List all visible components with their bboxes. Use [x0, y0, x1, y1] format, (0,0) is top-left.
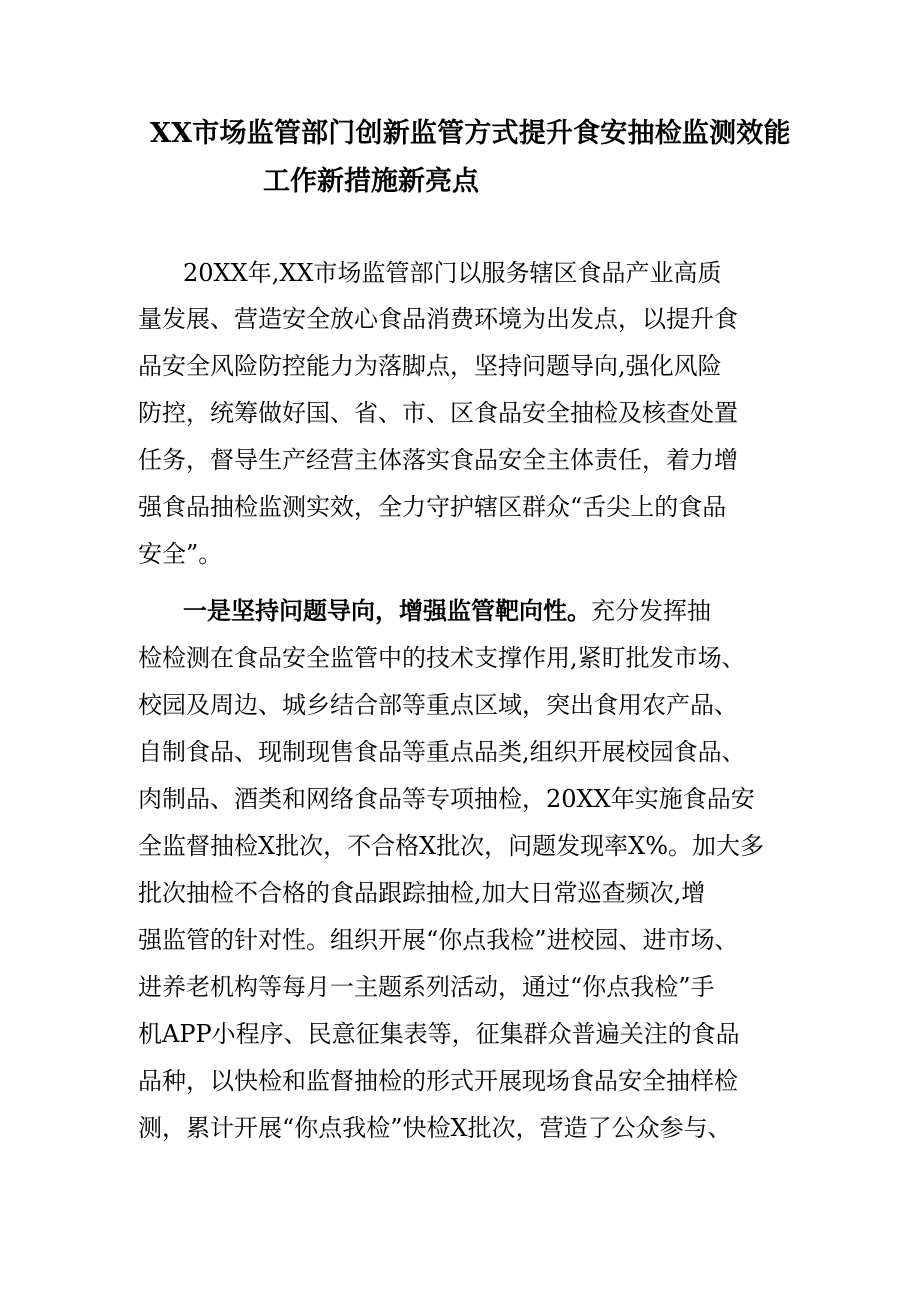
paragraph-2-line-5: 肉制品、酒类和网络食品等专项抽检，20XX年实施食品安	[138, 785, 755, 813]
paragraph-2-line-12: 测，累计开展“你点我检”快检X批次，营造了公众参与、	[138, 1114, 732, 1142]
paragraph-2-line-9: 进养老机构等每月一主题系列活动，通过“你点我检”手	[138, 973, 715, 1001]
document-title-line-2: 工作新措施新亮点	[263, 166, 479, 197]
paragraph-1-line-1: 20XX年,XX市场监管部门以服务辖区食品产业高质	[183, 259, 722, 287]
paragraph-1-line-5: 任务，督导生产经营主体落实食品安全主体责任，着力增	[138, 446, 738, 474]
paragraph-1-line-2: 量发展、营造安全放心食品消费环境为出发点，以提升食	[138, 305, 738, 333]
paragraph-2-line-1	[183, 591, 711, 631]
paragraph-1-line-4: 防控，统筹做好国、省、市、区食品安全抽检及核查处置	[138, 399, 738, 427]
paragraph-2-line-6: 全监督抽检X批次，不合格X批次，问题发现率X%。加大多	[138, 832, 765, 860]
paragraph-1-line-6: 强食品抽检监测实效，全力守护辖区群众“舌尖上的食品	[138, 493, 727, 521]
paragraph-2-first-line-rest: 充分发挥抽	[591, 597, 711, 625]
paragraph-2-line-2: 检检测在食品安全监管中的技术支撑作用,紧盯批发市场、	[138, 644, 746, 672]
paragraph-2-line-7: 批次抽检不合格的食品跟踪抽检,加大日常巡查频次,增	[138, 879, 706, 907]
document-title-line-1: XX市场监管部门创新监管方式提升食安抽检监测效能	[150, 118, 791, 149]
paragraph-1-line-7: 安全”。	[138, 540, 223, 568]
paragraph-2-line-8: 强监管的针对性。组织开展“你点我检”进校园、进市场、	[138, 926, 739, 954]
paragraph-2-line-10: 机APP小程序、民意征集表等，征集群众普遍关注的食品	[138, 1020, 740, 1048]
paragraph-2-line-3: 校园及周边、城乡结合部等重点区域，突出食用农产品、	[138, 691, 738, 719]
paragraph-2-line-4: 自制食品、现制现售食品等重点品类,组织开展校园食品、	[138, 738, 746, 766]
paragraph-1-line-3: 品安全风险防控能力为落脚点，坚持问题导向,强化风险	[138, 352, 722, 380]
paragraph-2-line-11: 品种，以快检和监督抽检的形式开展现场食品安全抽样检	[138, 1067, 738, 1095]
paragraph-2-heading: 一是坚持问题导向，增强监管靶向性。	[183, 596, 591, 625]
